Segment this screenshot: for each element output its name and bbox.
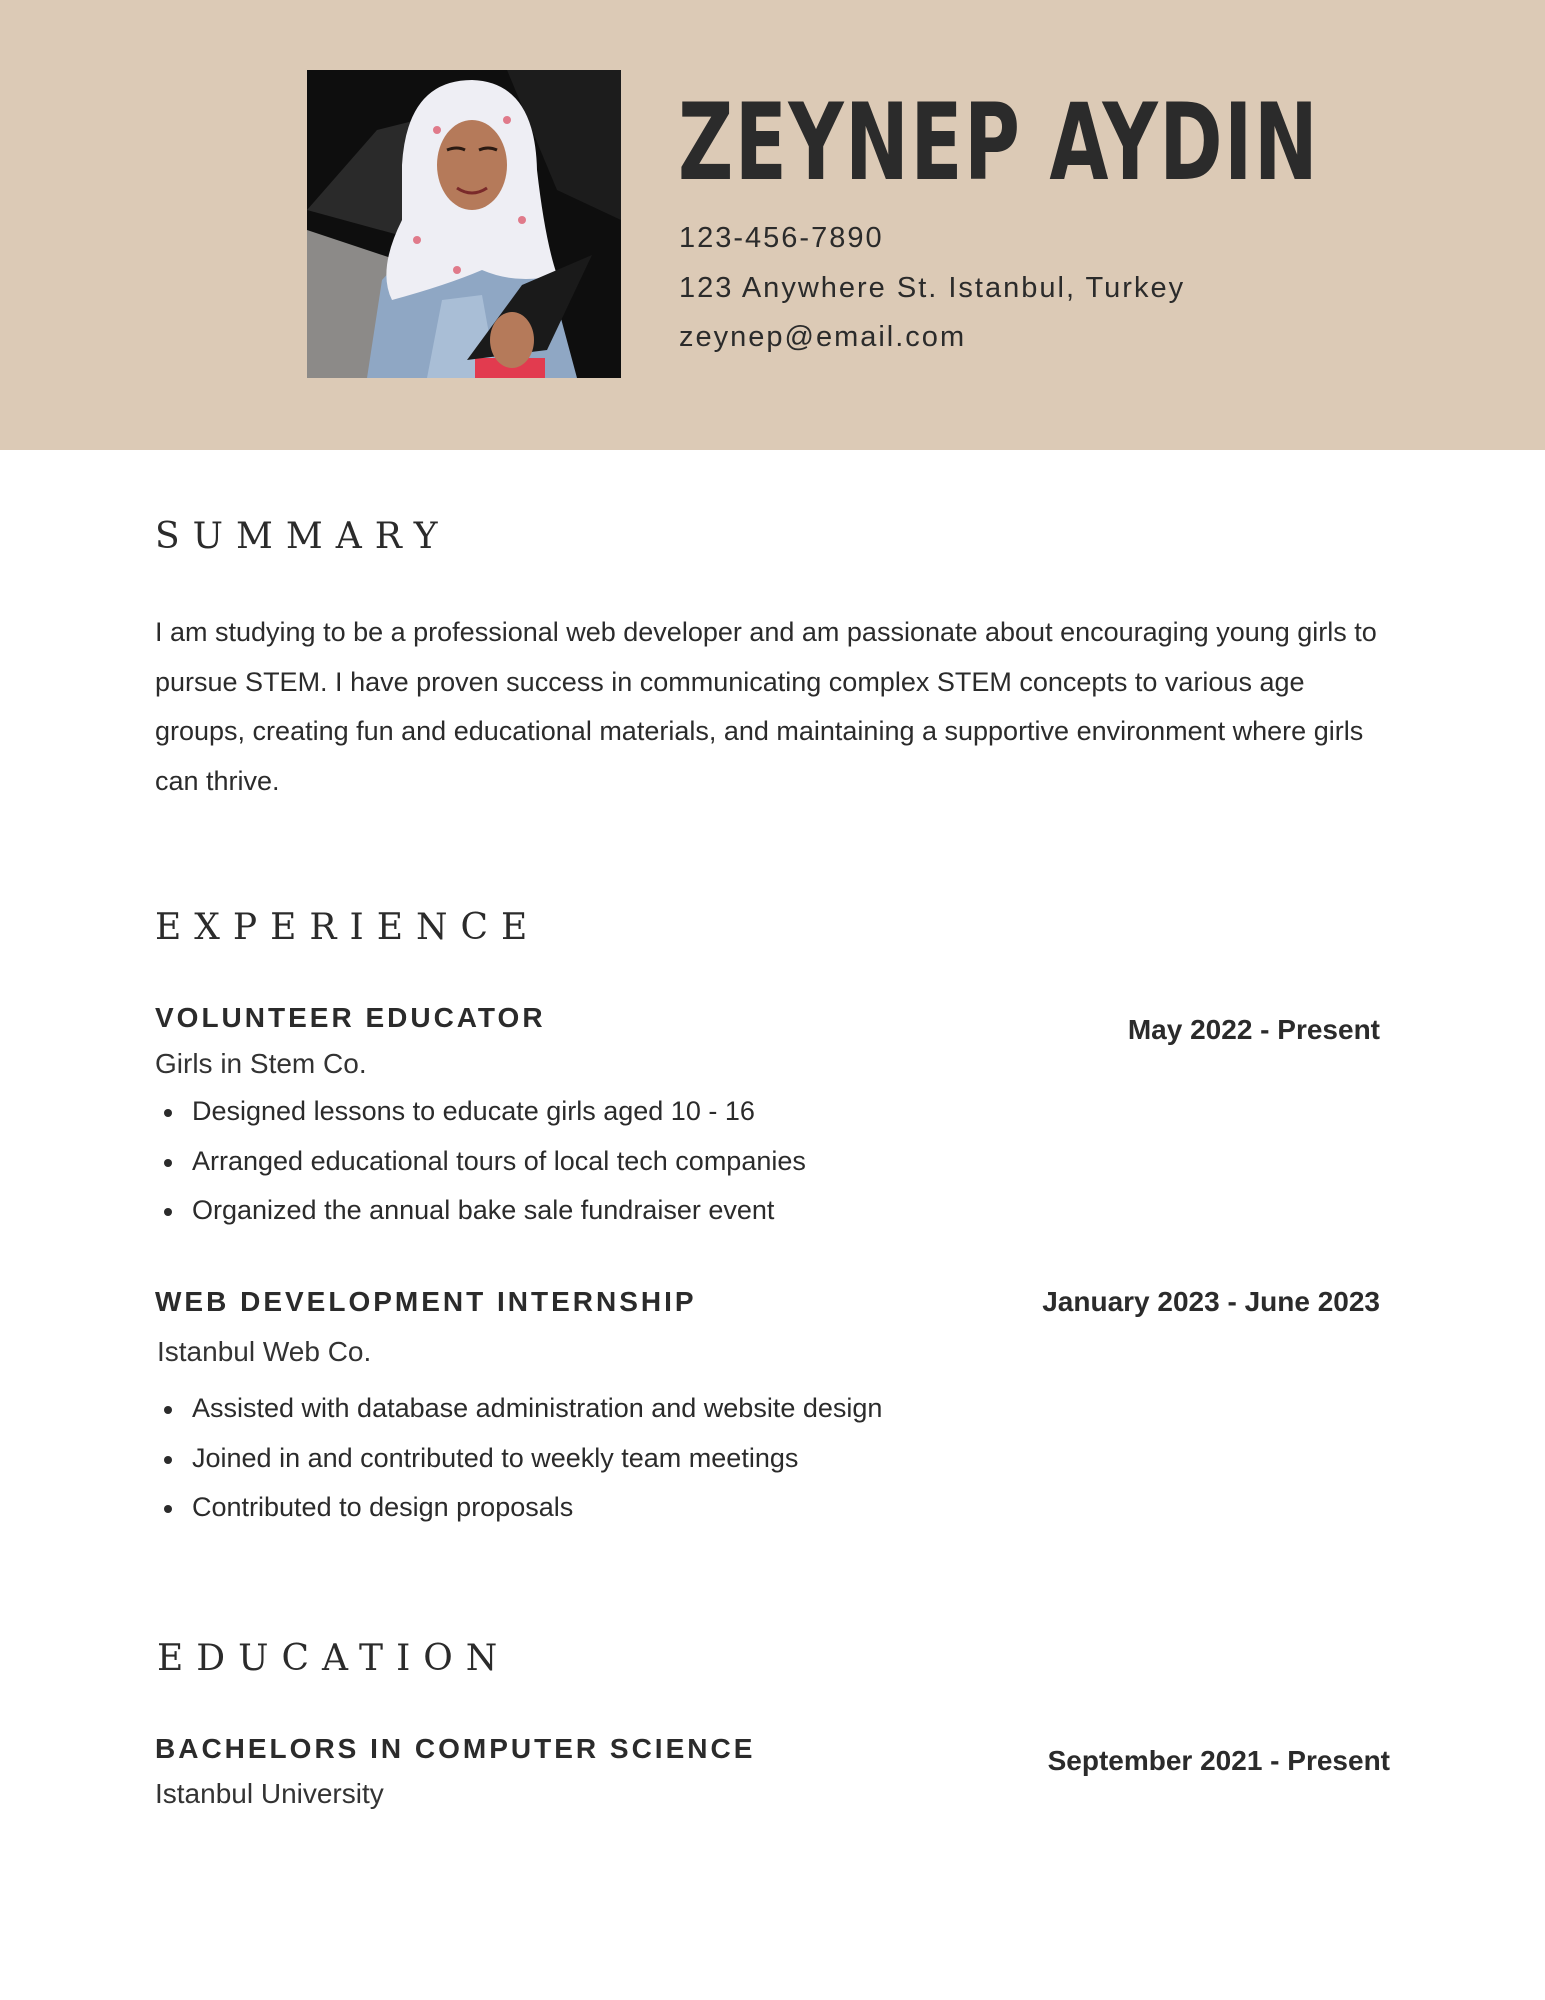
job-bullet: Contributed to design proposals bbox=[155, 1483, 882, 1533]
job-bullet: Designed lessons to educate girls aged 10 - 16 bbox=[155, 1087, 806, 1137]
candidate-name: ZEYNEP AYDIN bbox=[678, 81, 1320, 204]
job-bullet: Arranged educational tours of local tech companies bbox=[155, 1137, 806, 1187]
resume-header bbox=[0, 0, 1545, 450]
profile-photo-illustration bbox=[307, 70, 621, 378]
job-bullet-list bbox=[155, 1384, 882, 1533]
profile-photo bbox=[307, 70, 621, 378]
address: 123 Anywhere St. Istanbul, Turkey bbox=[679, 272, 1186, 304]
phone-number: 123-456-7890 bbox=[679, 222, 884, 254]
job-bullet: Joined in and contributed to weekly team meetings bbox=[155, 1434, 882, 1484]
education-dates: September 2021 - Present bbox=[1047, 1745, 1390, 1776]
job-organization: Istanbul Web Co. bbox=[157, 1336, 372, 1367]
degree-title: BACHELORS IN COMPUTER SCIENCE bbox=[155, 1733, 756, 1764]
experience-heading: EXPERIENCE bbox=[155, 907, 541, 948]
job-title: WEB DEVELOPMENT INTERNSHIP bbox=[155, 1286, 697, 1317]
job-title: VOLUNTEER EDUCATOR bbox=[155, 1002, 546, 1033]
school-name: Istanbul University bbox=[155, 1778, 384, 1809]
job-bullet: Assisted with database administration and website design bbox=[155, 1384, 882, 1434]
job-dates: May 2022 - Present bbox=[1127, 1014, 1380, 1045]
job-bullet: Organized the annual bake sale fundraiser event bbox=[155, 1186, 806, 1236]
summary-text: I am studying to be a professional web developer and am passionate about encouraging young girls to pursue STEM. I have proven success in communicating complex STEM concepts to various age groups, creating fun and educational materials, and maintaining a supportive environment where girls can thrive. bbox=[155, 617, 1377, 796]
job-bullet-list bbox=[155, 1087, 806, 1236]
job-organization: Girls in Stem Co. bbox=[155, 1048, 367, 1079]
email-address: zeynep@email.com bbox=[679, 321, 967, 353]
job-dates: January 2023 - June 2023 bbox=[1042, 1286, 1380, 1317]
education-heading: EDUCATION bbox=[157, 1638, 511, 1679]
summary-heading: SUMMARY bbox=[155, 516, 451, 557]
